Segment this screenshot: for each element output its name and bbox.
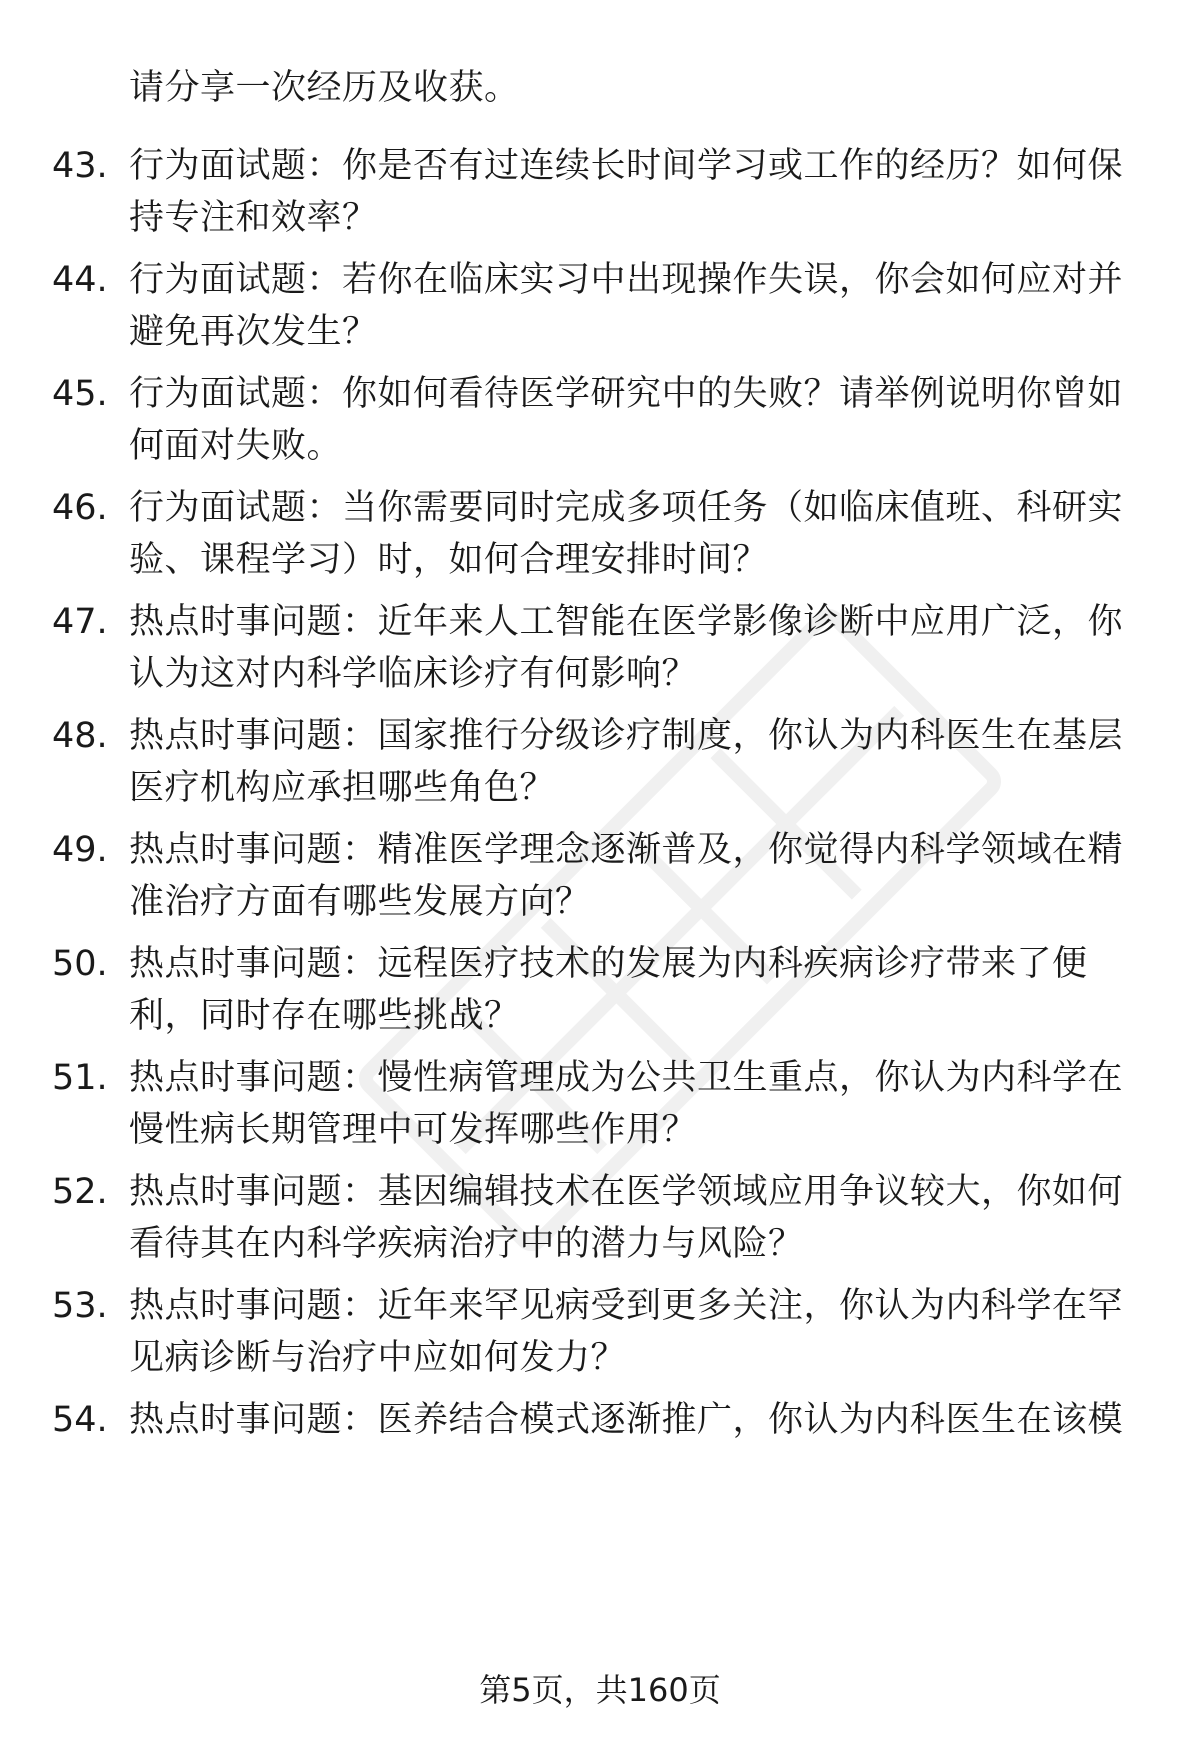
item-text: 热点时事问题：近年来人工智能在医学影像诊断中应用广泛，你认为这对内科学临床诊疗有何影响？ bbox=[129, 602, 1124, 694]
list-item bbox=[0, 1280, 1200, 1390]
page-footer: 第5页，共160页 bbox=[479, 1671, 721, 1709]
list-item bbox=[0, 824, 1200, 934]
list-item bbox=[0, 1394, 1200, 1504]
item-text: 热点时事问题：慢性病管理成为公共卫生重点，你认为内科学在慢性病长期管理中可发挥哪些作用？ bbox=[129, 1058, 1124, 1150]
list-item bbox=[0, 368, 1200, 478]
item-text: 热点时事问题：医养结合模式逐渐推广，你认为内科医生在该模 bbox=[129, 1400, 1124, 1440]
item-number: 48. bbox=[52, 716, 108, 756]
list-item bbox=[0, 1052, 1200, 1162]
item-number: 45. bbox=[52, 374, 108, 414]
item-text: 热点时事问题：基因编辑技术在医学领域应用争议较大，你如何看待其在内科学疾病治疗中的潜力与风险？ bbox=[129, 1172, 1124, 1264]
item-text: 行为面试题：若你在临床实习中出现操作失误，你会如何应对并避免再次发生？ bbox=[129, 260, 1124, 352]
continuation-text: 请分享一次经历及收获。 bbox=[129, 68, 520, 108]
item-number: 53. bbox=[52, 1286, 108, 1326]
item-number: 43. bbox=[52, 146, 108, 186]
item-text: 行为面试题：你如何看待医学研究中的失败？请举例说明你曾如何面对失败。 bbox=[129, 374, 1124, 466]
list-item bbox=[0, 1166, 1200, 1276]
item-text: 热点时事问题：远程医疗技术的发展为内科疾病诊疗带来了便利，同时存在哪些挑战？ bbox=[129, 944, 1088, 1036]
item-number: 46. bbox=[52, 488, 108, 528]
item-number: 51. bbox=[52, 1058, 108, 1098]
item-number: 44. bbox=[52, 260, 108, 300]
item-number: 54. bbox=[52, 1400, 108, 1440]
item-text: 热点时事问题：近年来罕见病受到更多关注，你认为内科学在罕见病诊断与治疗中应如何发力？ bbox=[129, 1286, 1124, 1378]
item-text: 热点时事问题：国家推行分级诊疗制度，你认为内科医生在基层医疗机构应承担哪些角色？ bbox=[129, 716, 1124, 808]
item-number: 47. bbox=[52, 602, 108, 642]
list-item bbox=[0, 140, 1200, 250]
item-number: 52. bbox=[52, 1172, 108, 1212]
item-text: 热点时事问题：精准医学理念逐渐普及，你觉得内科学领域在精准治疗方面有哪些发展方向？ bbox=[129, 830, 1124, 922]
item-text: 行为面试题：你是否有过连续长时间学习或工作的经历？如何保持专注和效率？ bbox=[129, 146, 1124, 238]
item-text: 行为面试题：当你需要同时完成多项任务（如临床值班、科研实验、课程学习）时，如何合理安排时间？ bbox=[129, 488, 1124, 580]
list-item bbox=[0, 596, 1200, 706]
list-item bbox=[0, 254, 1200, 364]
list-item bbox=[0, 938, 1200, 1048]
item-number: 50. bbox=[52, 944, 108, 984]
list-item bbox=[0, 710, 1200, 820]
item-number: 49. bbox=[52, 830, 108, 870]
list-item bbox=[0, 482, 1200, 592]
